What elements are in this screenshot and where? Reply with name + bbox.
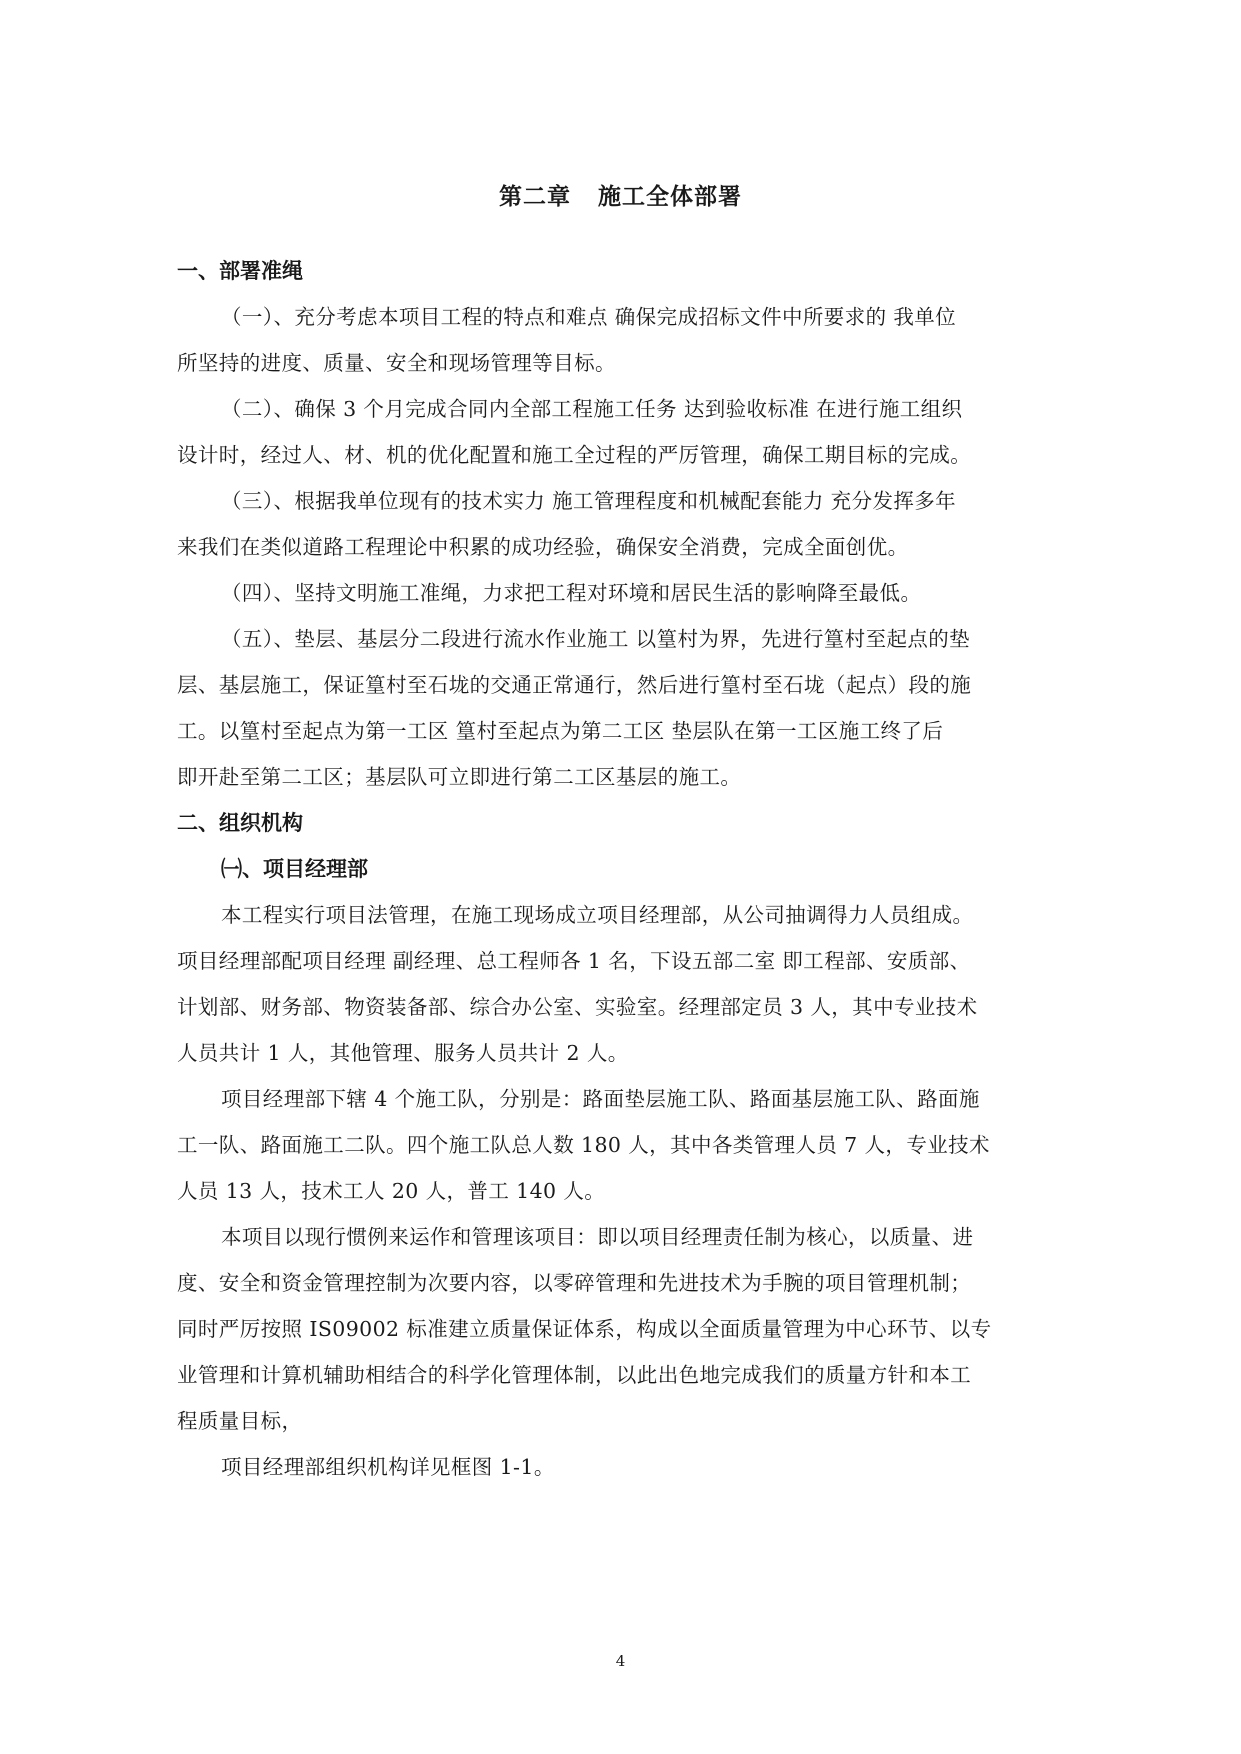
paragraph-line: 项目经理部组织机构详见框图 1-1。 bbox=[221, 1455, 555, 1479]
paragraph-line: 同时严厉按照 IS09002 标准建立质量保证体系，构成以全面质量管理为中心环节、以专 bbox=[177, 1317, 992, 1341]
paragraph-line: 项目经理部配项目经理 副经理、总工程师各 1 名，下设五部二室 即工程部、安质部、 bbox=[177, 949, 971, 973]
chapter-title: 第二章 施工全体部署 bbox=[498, 184, 743, 210]
paragraph-line: 本工程实行项目法管理，在施工现场成立项目经理部，从公司抽调得力人员组成。 bbox=[221, 903, 974, 927]
paragraph-line: （五）、垫层、基层分二段进行流水作业施工 以篁村为界，先进行篁村至起点的垫 bbox=[221, 627, 971, 651]
page-number: 4 bbox=[615, 1652, 626, 1670]
paragraph bbox=[177, 616, 1107, 800]
paragraph bbox=[177, 386, 1107, 478]
paragraph-line: 本项目以现行惯例来运作和管理该项目：即以项目经理责任制为核心，以质量、进 bbox=[221, 1225, 974, 1249]
paragraph bbox=[177, 478, 1107, 570]
paragraph-line: 业管理和计算机辅助相结合的科学化管理体制，以此出色地完成我们的质量方针和本工 bbox=[177, 1363, 972, 1387]
paragraph-line: （四）、坚持文明施工准绳，力求把工程对环境和居民生活的影响降至最低。 bbox=[221, 581, 922, 605]
paragraph-line: 程质量目标， bbox=[177, 1409, 303, 1433]
paragraph bbox=[177, 570, 1107, 616]
paragraph-line: （三）、根据我单位现有的技术实力 施工管理程度和机械配套能力 充分发挥多年 bbox=[221, 489, 957, 513]
paragraph-line: 来我们在类似道路工程理论中积累的成功经验，确保安全消费，完成全面创优。 bbox=[177, 535, 909, 559]
paragraph-line: 人员 13 人，技术工人 20 人，普工 140 人。 bbox=[177, 1179, 606, 1203]
paragraph-line: 度、安全和资金管理控制为次要内容，以零碎管理和先进技术为手腕的项目管理机制； bbox=[177, 1271, 972, 1295]
paragraph-line: （二）、确保 3 个月完成合同内全部工程施工任务 达到验收标准 在进行施工组织 bbox=[221, 397, 963, 421]
section-heading: 二、组织机构 bbox=[177, 811, 303, 835]
paragraph-line: 工一队、路面施工二队。四个施工队总人数 180 人，其中各类管理人员 7 人，专业技术 bbox=[177, 1133, 990, 1157]
paragraph bbox=[177, 1444, 1107, 1490]
paragraph bbox=[177, 1076, 1107, 1214]
paragraph-line: 所坚持的进度、质量、安全和现场管理等目标。 bbox=[177, 351, 616, 375]
paragraph bbox=[177, 892, 1107, 1076]
paragraph-line: 即开赴至第二工区；基层队可立即进行第二工区基层的施工。 bbox=[177, 765, 742, 789]
paragraph-line: 层、基层施工，保证篁村至石垅的交通正常通行，然后进行篁村至石垅（起点）段的施 bbox=[177, 673, 972, 697]
paragraph-line: 工。以篁村至起点为第一工区 篁村至起点为第二工区 垫层队在第一工区施工终了后 bbox=[177, 719, 944, 743]
document-body bbox=[177, 248, 1107, 1490]
paragraph-line: （一）、充分考虑本项目工程的特点和难点 确保完成招标文件中所要求的 我单位 bbox=[221, 305, 957, 329]
paragraph-line: 设计时，经过人、材、机的优化配置和施工全过程的严厉管理，确保工期目标的完成。 bbox=[177, 443, 972, 467]
paragraph-line: 计划部、财务部、物资装备部、综合办公室、实验室。经理部定员 3 人，其中专业技术 bbox=[177, 995, 978, 1019]
paragraph bbox=[177, 1214, 1107, 1444]
subsection-heading: ㈠、项目经理部 bbox=[221, 857, 368, 881]
paragraph-line: 项目经理部下辖 4 个施工队，分别是：路面垫层施工队、路面基层施工队、路面施 bbox=[221, 1087, 980, 1111]
paragraph-line: 人员共计 1 人，其他管理、服务人员共计 2 人。 bbox=[177, 1041, 629, 1065]
paragraph bbox=[177, 294, 1107, 386]
section-heading: 一、部署准绳 bbox=[177, 259, 303, 283]
